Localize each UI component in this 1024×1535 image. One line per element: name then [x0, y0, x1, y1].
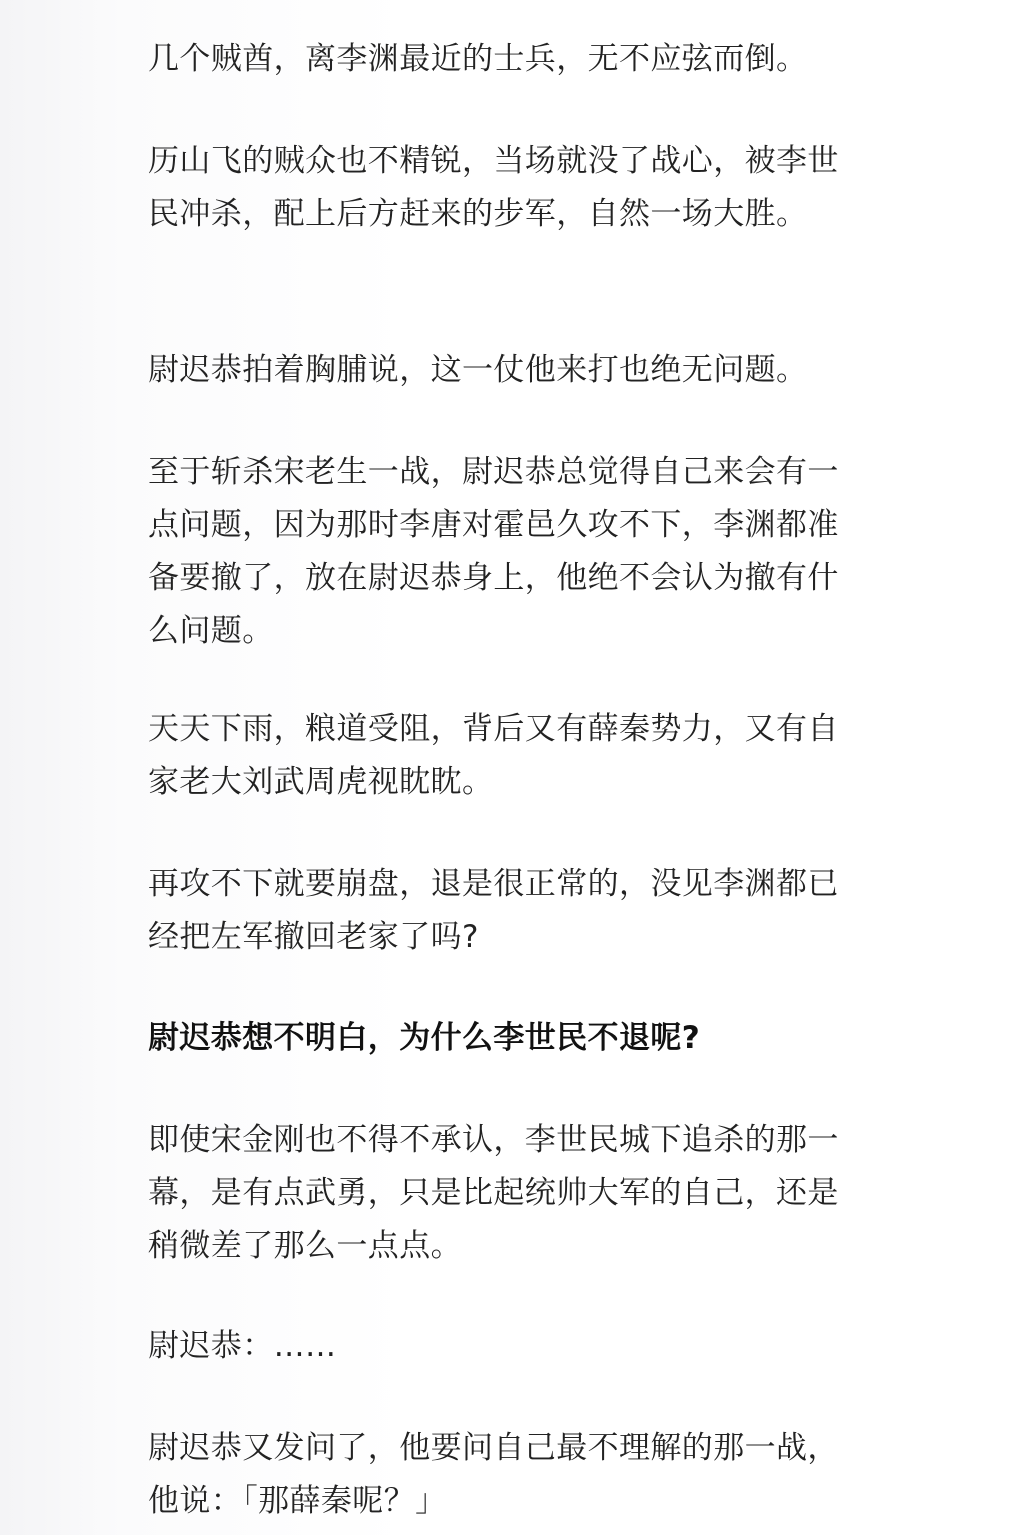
paragraph-5: 天天下雨，粮道受阻，背后又有薛秦势力，又有自家老大刘武周虎视眈眈。 — [148, 711, 839, 800]
paragraph-7-bold-question: 尉迟恭想不明白，为什么李世民不退呢? — [148, 1020, 701, 1056]
paragraph-10: 尉迟恭又发问了，他要问自己最不理解的那一战，他说：「那薛秦呢？」 — [148, 1430, 839, 1519]
paragraph-6: 再攻不下就要崩盘，退是很正常的，没见李渊都已经把左军撤回老家了吗? — [148, 866, 839, 955]
paragraph-4: 至于斩杀宋老生一战，尉迟恭总觉得自己来会有一点问题，因为那时李唐对霍邑久攻不下，李渊都准备要撤了，放在尉迟恭身上，他绝不会认为撤有什么问题。 — [148, 454, 839, 649]
paragraph-2: 历山飞的贼众也不精锐，当场就没了战心，被李世民冲杀，配上后方赶来的步军，自然一场大胜。 — [148, 143, 839, 232]
paragraph-8: 即使宋金刚也不得不承认，李世民城下追杀的那一幕，是有点武勇，只是比起统帅大军的自己，还是稍微差了那么一点点。 — [148, 1122, 839, 1264]
paragraph-3: 尉迟恭拍着胸脯说，这一仗他来打也绝无问题。 — [148, 352, 808, 388]
paragraph-1: 几个贼酋，离李渊最近的士兵，无不应弦而倒。 — [148, 41, 808, 77]
paragraph-9: 尉迟恭：…… — [148, 1328, 337, 1364]
